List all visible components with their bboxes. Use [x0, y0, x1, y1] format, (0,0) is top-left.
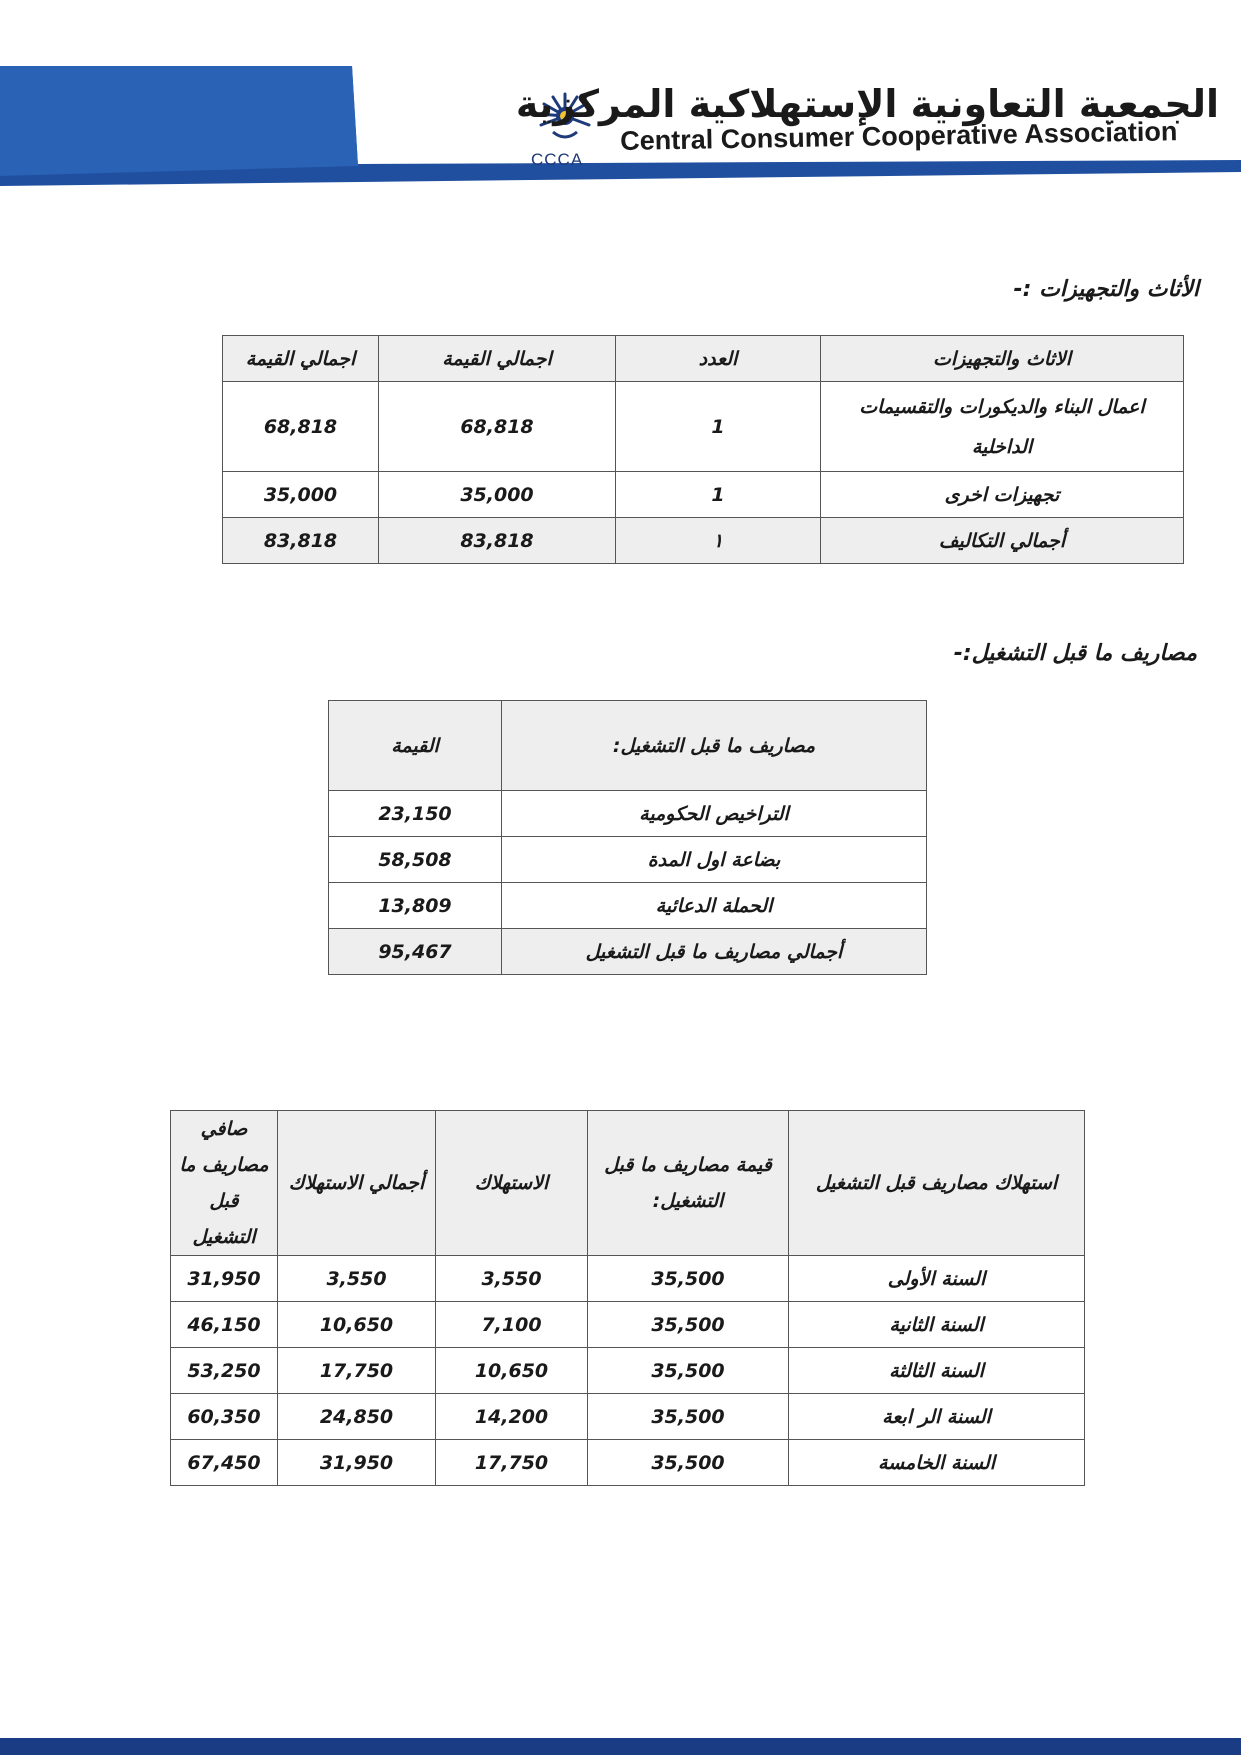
table-row — [329, 883, 927, 929]
net-cell: 46,150 — [171, 1302, 278, 1348]
table-row — [171, 1348, 1085, 1394]
year-cell: السنة الثانية — [789, 1302, 1085, 1348]
depreciation-cell: 10,650 — [436, 1348, 588, 1394]
year-cell: السنة الخامسة — [789, 1440, 1085, 1486]
table-header-row — [329, 701, 927, 791]
total-depreciation-cell: 24,850 — [278, 1394, 436, 1440]
column-header: قيمة مصاريف ما قبل التشغيل: — [588, 1111, 789, 1256]
table-row — [329, 837, 927, 883]
item-cell: اعمال البناء والديكورات والتقسيمات الداخلية — [821, 382, 1184, 472]
logo-text: CCCA — [531, 150, 584, 169]
preop-table — [328, 700, 927, 975]
item-cell: الحملة الدعائية — [502, 883, 927, 929]
column-header: العدد — [616, 336, 821, 382]
table-row — [223, 382, 1184, 472]
value-cell: 35,000 — [379, 472, 616, 518]
column-header: اجمالي القيمة — [379, 336, 616, 382]
item-cell: التراخيص الحكومية — [502, 791, 927, 837]
column-header: القيمة — [329, 701, 502, 791]
table-row — [171, 1440, 1085, 1486]
depreciation-cell: 14,200 — [436, 1394, 588, 1440]
value-cell: 35,500 — [588, 1394, 789, 1440]
count-cell: ١ — [616, 518, 821, 564]
depreciation-cell: 17,750 — [436, 1440, 588, 1486]
value-cell: 58,508 — [329, 837, 502, 883]
table-total-row — [329, 929, 927, 975]
depreciation-cell: 7,100 — [436, 1302, 588, 1348]
amortization-table — [170, 1110, 1085, 1486]
total-depreciation-cell: 3,550 — [278, 1256, 436, 1302]
value-cell: 35,500 — [588, 1302, 789, 1348]
year-cell: السنة الر ابعة — [789, 1394, 1085, 1440]
net-cell: 67,450 — [171, 1440, 278, 1486]
value-cell: 68,818 — [379, 382, 616, 472]
year-cell: السنة الثالثة — [789, 1348, 1085, 1394]
net-cell: 31,950 — [171, 1256, 278, 1302]
table-header-row — [171, 1111, 1085, 1256]
column-header: الاستهلاك — [436, 1111, 588, 1256]
net-cell: 60,350 — [171, 1394, 278, 1440]
column-header: استهلاك مصاريف قبل التشغيل — [789, 1111, 1085, 1256]
column-header: مصاريف ما قبل التشغيل: — [502, 701, 927, 791]
table-row — [329, 791, 927, 837]
total-depreciation-cell: 31,950 — [278, 1440, 436, 1486]
value-cell: 83,818 — [379, 518, 616, 564]
value-cell: 35,500 — [588, 1348, 789, 1394]
org-name-arabic: الجمعية التعاونية الإستهلاكية المركزية — [515, 82, 1219, 126]
item-cell: بضاعة اول المدة — [502, 837, 927, 883]
item-cell: أجمالي مصاريف ما قبل التشغيل — [502, 929, 927, 975]
preop-section-title: مصاريف ما قبل التشغيل:- — [953, 641, 1197, 666]
furniture-section-title: الأثاث والتجهيزات :- — [1013, 277, 1199, 302]
column-header: أجمالي الاستهلاك — [278, 1111, 436, 1256]
table-row — [171, 1256, 1085, 1302]
table-total-row — [223, 518, 1184, 564]
year-cell: السنة الأولى — [789, 1256, 1085, 1302]
net-cell: 53,250 — [171, 1348, 278, 1394]
total-cell: 68,818 — [223, 382, 379, 472]
item-cell: تجهيزات اخرى — [821, 472, 1184, 518]
value-cell: 23,150 — [329, 791, 502, 837]
count-cell: 1 — [616, 472, 821, 518]
table-header-row — [223, 336, 1184, 382]
value-cell: 35,500 — [588, 1440, 789, 1486]
total-depreciation-cell: 10,650 — [278, 1302, 436, 1348]
value-cell: 13,809 — [329, 883, 502, 929]
table-row — [171, 1302, 1085, 1348]
furniture-table — [222, 335, 1184, 564]
column-header: الاثاث والتجهيزات — [821, 336, 1184, 382]
depreciation-cell: 3,550 — [436, 1256, 588, 1302]
org-name-english: Central Consumer Cooperative Association — [620, 116, 1178, 156]
value-cell: 95,467 — [329, 929, 502, 975]
footer-band — [0, 1738, 1241, 1755]
column-header: اجمالي القيمة — [223, 336, 379, 382]
table-row — [171, 1394, 1085, 1440]
total-depreciation-cell: 17,750 — [278, 1348, 436, 1394]
table-row — [223, 472, 1184, 518]
item-cell: أجمالي التكاليف — [821, 518, 1184, 564]
total-cell: 35,000 — [223, 472, 379, 518]
count-cell: 1 — [616, 382, 821, 472]
total-cell: 83,818 — [223, 518, 379, 564]
column-header: صافي مصاريف ما قبل التشغيل — [171, 1111, 278, 1256]
value-cell: 35,500 — [588, 1256, 789, 1302]
